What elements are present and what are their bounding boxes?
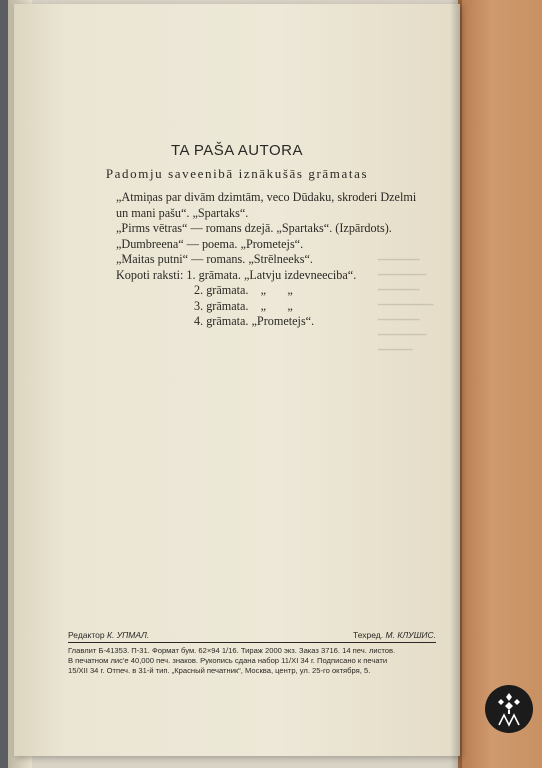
imprint-line: В печатном лис'е 40,000 печ. знаков. Рукопись сдана набор 11/XI 34 г. Подписано к печати: [68, 656, 388, 665]
ornament-glyph: [494, 691, 524, 727]
colophon-credits: [68, 630, 436, 643]
work-line: „Maitas putni“ — romans. „Strēlneeks“.: [116, 252, 313, 266]
page-subheading: Padomju saveenibā iznākušās grāmatas: [105, 166, 369, 181]
work-line: Kopoti raksti: 1. grāmata. „Latvju izdevneeciba“.: [116, 267, 357, 282]
page-heading: TA PAŠA AUTORA: [170, 142, 304, 159]
bleed-through-text: ▁▁▁▁▁▁ ▁▁▁▁▁▁▁ ▁▁▁▁▁▁ ▁▁▁▁▁▁▁▁ ▁▁▁▁▁▁ ▁▁▁▁▁▁▁ ▁▁▁▁▁: [378, 250, 434, 350]
imprint-text: [68, 646, 436, 676]
page-edge-shadow: [450, 0, 462, 768]
work-line: „Atmiņas par divām dzimtām, veco Dūdaku, skroderi Dzelmi: [116, 190, 417, 204]
work-line: „Dumbreena“ — poema. „Prometejs“.: [116, 236, 304, 251]
collected-line: 4. grāmata. „Prometejs“.: [194, 314, 315, 328]
work-line: un mani pašu“. „Spartaks“.: [116, 205, 249, 220]
imprint-line: 15/XII 34 г. Отпеч. в 31-й тип. „Красный печатник“, Москва, центр, ул. 25-го октября, 5.: [68, 666, 371, 675]
tech-editor-credit: Техред. М. КЛУШИС.: [353, 630, 436, 640]
book-cover-right: [458, 0, 542, 768]
ornament-logo-icon: [485, 685, 533, 733]
imprint-line: Главлит Б-41353. П-31. Формат бум. 62×94 1/16. Тираж 2000 экз. Заказ 3716. 14 печ. листов.: [68, 646, 396, 655]
tech-editor-name: М. КЛУШИС.: [385, 630, 436, 640]
collected-line: 2. grāmata. „ „: [194, 283, 293, 297]
editor-name: К. УПМАЛ.: [106, 630, 150, 640]
work-line: „Pirms vētras“ — romans dzejā. „Spartaks“. (Izpārdots).: [116, 221, 392, 235]
colophon: [68, 630, 436, 676]
collected-line: 3. grāmata. „ „: [194, 298, 293, 313]
editor-credit: Редактор К. УПМАЛ.: [68, 630, 150, 640]
